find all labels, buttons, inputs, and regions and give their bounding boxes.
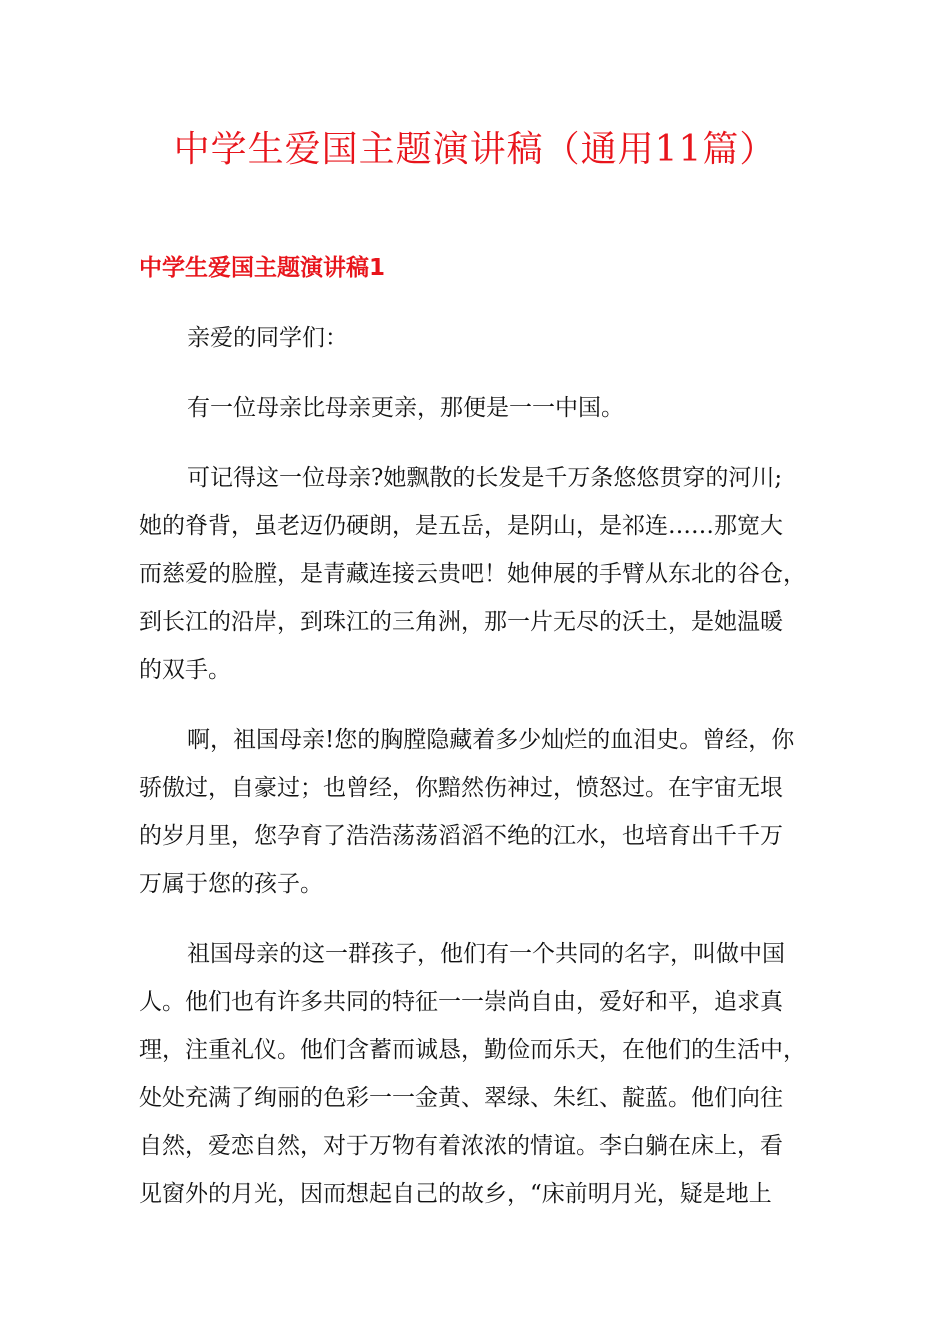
document-title: 中学生爱国主题演讲稿（通用11篇） xyxy=(173,129,777,170)
paragraph-line: 自然，爱恋自然，对于万物有着浓浓的情谊。李白躺在床上，看 xyxy=(139,1133,783,1159)
paragraph-line: 祖国母亲的这一群孩子，他们有一个共同的名字，叫做中国 xyxy=(187,941,785,967)
paragraph-line: 到长江的沿岸，到珠江的三角洲，那一片无尽的沃土，是她温暖 xyxy=(139,609,783,635)
paragraph-history xyxy=(139,716,829,908)
paragraph-line: 处处充满了绚丽的色彩一一金黄、翠绿、朱红、靛蓝。他们向往 xyxy=(139,1085,783,1111)
paragraph-line: 骄傲过，自豪过；也曾经，你黯然伤神过，愤怒过。在宇宙无垠 xyxy=(139,775,783,801)
paragraph-mother xyxy=(139,454,829,694)
paragraph-line: 的岁月里，您孕育了浩浩荡荡滔滔不绝的江水，也培育出千千万 xyxy=(139,823,783,849)
paragraph-line: 人。他们也有许多共同的特征一一崇尚自由，爱好和平，追求真 xyxy=(139,989,783,1015)
document-body xyxy=(139,314,829,1240)
paragraph-line: 而慈爱的脸膛，是青藏连接云贵吧！她伸展的手臂从东北的谷仓， xyxy=(139,561,806,587)
paragraph-greeting xyxy=(139,314,829,362)
paragraph-line: 万属于您的孩子。 xyxy=(139,871,323,897)
paragraph-line: 亲爱的同学们： xyxy=(187,325,348,351)
paragraph-line: 见窗外的月光，因而想起自己的故乡，“床前明月光，疑是地上 xyxy=(139,1181,772,1207)
paragraph-line: 理，注重礼仪。他们含蓄而诚恳，勤俭而乐天，在他们的生活中， xyxy=(139,1037,806,1063)
paragraph-intro xyxy=(139,384,829,432)
paragraph-line: 有一位母亲比母亲更亲，那便是一一中国。 xyxy=(187,395,624,421)
paragraph-line: 啊，祖国母亲!您的胸膛隐藏着多少灿烂的血泪史。曾经，你 xyxy=(187,727,795,753)
paragraph-line: 她的脊背，虽老迈仍硬朗，是五岳，是阴山，是祁连……那宽大 xyxy=(139,513,783,539)
paragraph-children xyxy=(139,930,829,1218)
paragraph-line: 可记得这一位母亲?她飘散的长发是千万条悠悠贯穿的河川; xyxy=(187,465,783,491)
section-heading: 中学生爱国主题演讲稿1 xyxy=(139,255,386,281)
paragraph-line: 的双手。 xyxy=(139,657,231,683)
